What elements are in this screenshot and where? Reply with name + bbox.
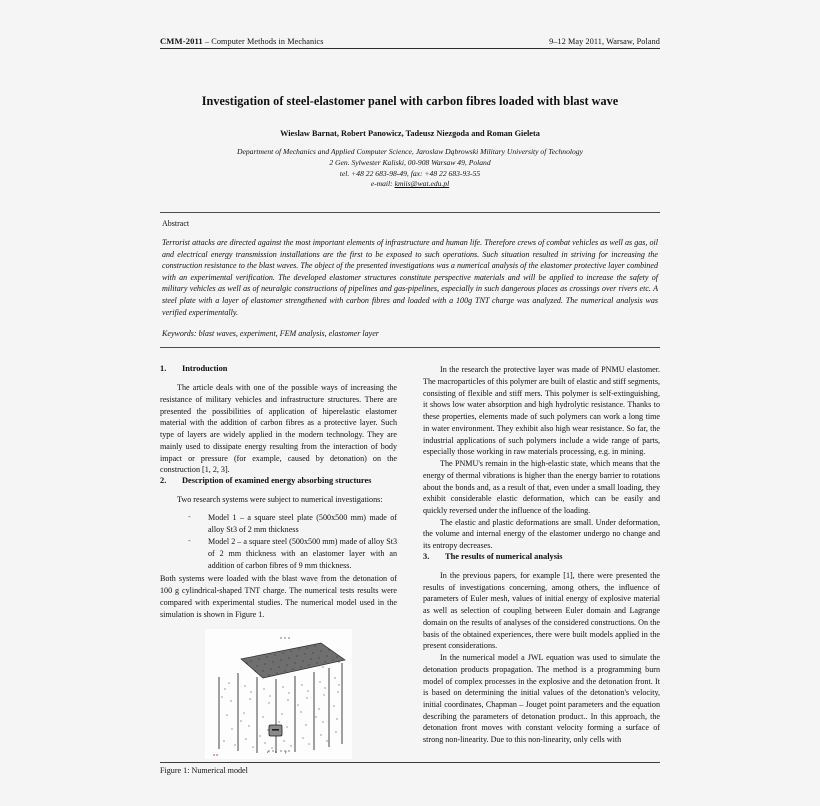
affiliation-email-line — [160, 179, 660, 190]
affiliation-phone-fax: tel. +48 22 683-98-49, fax: +48 22 683-93-55 — [339, 168, 481, 178]
section-number-3: 3. — [423, 551, 430, 561]
list-item: - Model 2 – a square steel (500x500 mm) made of alloy St3 of 2 mm thickness with an elastomer layer with an addition of carbon fibres of 9 mm thickness. — [188, 536, 397, 571]
running-header — [160, 36, 660, 49]
svg-text:z: z — [267, 750, 269, 755]
section-heading-1 — [160, 364, 397, 373]
paragraph-models-intro: Two research systems were subject to numerical investigations: — [177, 495, 383, 505]
left-column — [160, 364, 397, 775]
affiliation-line-2: 2 Gen. Sylwester Kaliski, 00-908 Warsaw 49, Poland — [329, 157, 491, 167]
paper-title: Investigation of steel-elastomer panel with carbon fibres loaded with blast wave — [201, 94, 619, 108]
svg-text:y: y — [285, 750, 287, 755]
affiliation-block — [160, 147, 660, 190]
figure-1-caption: Figure 1: Numerical model — [160, 766, 248, 776]
right-column — [423, 364, 660, 775]
section-heading-3 — [423, 552, 660, 561]
paragraph-deformations: The elastic and plastic deformations are small. Under deformation, the volume and internal energy of the elastomer undergo no change and its entropy decreases. — [423, 517, 660, 551]
author-list: Wieslaw Barnat, Robert Panowicz, Tadeusz Niezgoda and Roman Gieleta — [280, 129, 540, 138]
running-header-left — [160, 36, 324, 46]
abstract-section — [160, 212, 660, 348]
section-number-1: 1. — [160, 364, 167, 374]
affiliation-line-1: Department of Mechanics and Applied Computer Science, Jaroslaw Dąbrowski Military University of Technology — [237, 147, 583, 156]
numerical-model-diagram — [205, 629, 352, 759]
section-title-2: Description of examined energy absorbing structures — [182, 476, 372, 486]
conference-name: CMM-2011 — [160, 36, 203, 46]
paragraph-pnmu-state: The PNMU's remain in the high-elastic state, which means that the energy of thermal vibrations is higher than the energy barrier to rotations about the bonds and, as a result of that, even under a small loading, they exhibit considerable elastic deformation, which can be easily and quickly reversed under the influence of the loading. — [423, 459, 660, 515]
conference-date-location: 9–12 May 2011, Warsaw, Poland — [549, 37, 660, 46]
section-heading-2 — [160, 476, 397, 485]
section-number-2: 2. — [160, 476, 167, 486]
figure-1-image — [205, 629, 352, 759]
paragraph-loading: Both systems were loaded with the blast wave from the detonation of 100 g cylindrical-shaped TNT charge. The numerical tests results were compared with experimental studies. The numerical model used in the simulation is shown in Figure 1. — [160, 574, 397, 619]
svg-text:x: x — [275, 750, 277, 755]
footer-rule — [160, 762, 660, 763]
paragraph-previous-papers: In the previous papers, for example [1], there were presented the results of investigations concerning, among others, the influence of parameters of Euler mesh, values of initial energy of explosive material as well as selection of coupling between Euler domain and Lagrange domain on the results of analyses of the considered constructions. On the basis of the obtained experiences, there were built models applied in the present considerations. — [423, 570, 660, 651]
paragraph-intro: The article deals with one of the possible ways of increasing the resistance of military vehicles and infrastructure structures. There are presented the possibilities of application of hiperelastic elastomer material with the addition of carbon fibres as a protective layer. Such type of layers are widely applied in the modern technology. They are mainly used to dissipate energy resulting from the interaction of body impact or pressure (for example, caused by detonation) on the construction [1, 2, 3]. — [160, 383, 397, 475]
section-title-1: Introduction — [182, 364, 228, 374]
paragraph-jwl-equation: In the numerical model a JWL equation was used to simulate the detonation products propagation. The method is a programming burn model of complex processes in the explosive and the detonation front. It is based on determining the initial values of the detonation's velocity, initial coordinates, Chapman – Jouget point parameters and the equation describing the parameters of detonation product.. In this approach, the detonation front moves with constant velocity forming a surface of strong non-linearity. Due to this non-linearity, only cells with — [423, 653, 660, 745]
abstract-text: Terrorist attacks are directed against the most important elements of infrastructure and human life. Therefore crews of combat vehicles as well as gas, oil and electrical energy transmission installations are the first to be exposed to such operations. Such situation resulted in striving for increasing the construction resistance to the blast waves. The object of the presented investigations was a numerical analysis of the elastomer protective layer combined with an experimental verification. The developed elastomer structures constitute perspective materials and will be applied to increase the safety of military vehicles as well as of neuralgic constructions of pipelines and gas-pipelines, especially in such dangerous places as crossings over rivers etc. A steel plate with a layer of elastomer strengthened with carbon fibres and loaded with a 100g TNT charge was analyzed. The numerical analysis was verified experimentally. — [162, 238, 658, 317]
figure-1 — [160, 629, 397, 775]
keywords-line: Keywords: blast waves, experiment, FEM analysis, elastomer layer — [162, 329, 379, 339]
model-list — [160, 512, 397, 572]
abstract-label: Abstract — [162, 219, 190, 229]
email-label: e-mail: — [370, 179, 395, 189]
list-item: - Model 1 – a square steel plate (500x500 mm) made of alloy St3 of 2 mm thickness — [188, 512, 397, 535]
tnt-charge-element — [269, 725, 282, 736]
email-link[interactable]: kmiis@wat.edu.pl — [394, 179, 450, 189]
page-content — [160, 36, 660, 775]
conference-subtitle: – Computer Methods in Mechanics — [202, 37, 324, 46]
section-title-3: The results of numerical analysis — [445, 551, 563, 561]
paragraph-pnmu-elastomer: In the research the protective layer was made of PNMU elastomer. The macroparticles of this polymer are built of elastic and stiff segments, consisting of flexible and stiff mers. This polymer is self-extinguishing, it shows low water absorption and high hydrolytic resistance. Thanks to these properties, elements made of such polymers can work a long time in water environment. They exhibit also high wear resistance. So far, the industrial applications of such polymers include a wide range of parts, especially those working in raw materials processing, e.g. in mining. — [423, 365, 660, 457]
body-columns — [160, 364, 660, 775]
